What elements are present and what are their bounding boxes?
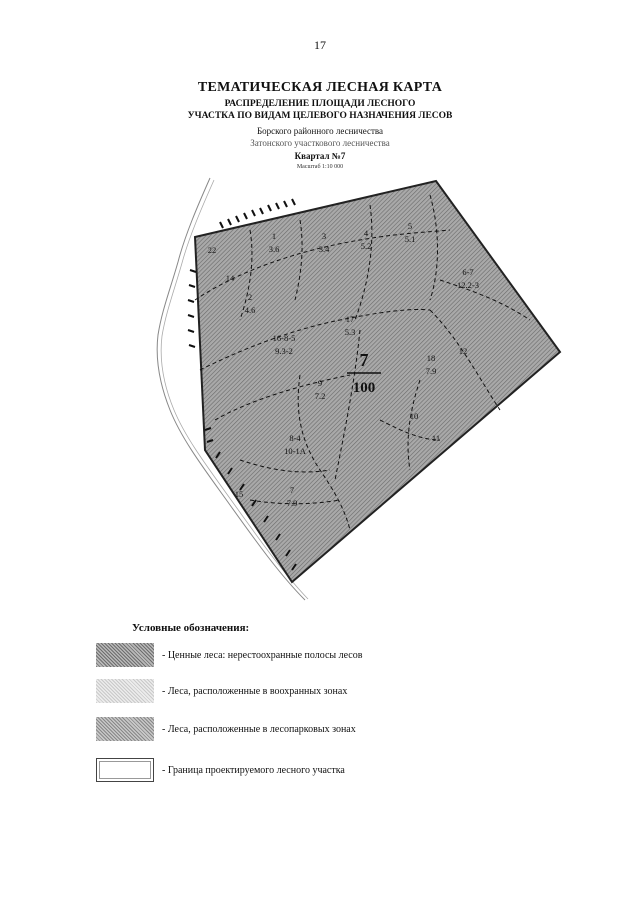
- plot-8-4-area: 10-1А: [284, 446, 306, 456]
- legend-text-water-protection: - Леса, расположенные в воохранных зонах: [162, 685, 348, 697]
- plot-3-num: 3: [321, 231, 327, 241]
- legend-text-boundary: - Граница проектируемого лесного участка: [162, 764, 345, 776]
- plot-16-8-5-num: 16-8-5: [272, 333, 296, 343]
- map-title: ТЕМАТИЧЕСКАЯ ЛЕСНАЯ КАРТА: [197, 80, 443, 95]
- legend-swatch-boundary: [96, 758, 154, 782]
- plot-12-label: 12: [458, 346, 468, 356]
- plot-10-label: 10: [409, 411, 419, 421]
- legend-item-boundary: [96, 757, 345, 783]
- plot-6-7-num: 6-7: [462, 267, 474, 277]
- plot-22-label: 22: [207, 245, 217, 255]
- quarter-7-polygon: [195, 181, 560, 582]
- plot-7-area: 7.9: [286, 498, 298, 508]
- plot-6-7-area: 12.2-3: [457, 280, 479, 290]
- plot-18-num: 18: [426, 353, 436, 363]
- plot-9-area: 7.2: [314, 391, 326, 401]
- plot-4-num: 4: [363, 228, 369, 238]
- plot-11-label: 11: [431, 433, 441, 443]
- map-subtitle-line-1: РАСПРЕДЕЛЕНИЕ ПЛОЩАДИ ЛЕСНОГО: [224, 99, 416, 109]
- plot-2-num: 2: [247, 292, 253, 302]
- page-number: 17: [314, 38, 326, 52]
- legend-item-park-zone: [96, 716, 356, 742]
- plot-5-num: 5: [407, 221, 413, 231]
- plot-17-num: 17: [345, 314, 355, 324]
- plot-16-8-5-area: 9.3-2: [275, 346, 293, 356]
- plot-7-num: 7: [289, 485, 295, 495]
- plot-2-area: 4.6: [244, 305, 256, 315]
- plot-15-label: 15: [234, 489, 244, 499]
- legend-text-spawning: - Ценные леса: нерестоохранные полосы лесов: [162, 649, 363, 661]
- legend-item-spawning: [96, 642, 362, 668]
- plot-18-area: 7.9: [425, 366, 437, 376]
- plot-4-area: 5.2: [360, 241, 372, 251]
- plot-14-label: 14: [225, 273, 235, 283]
- plot-5-area: 5.1: [404, 234, 416, 244]
- quarter-area: 100: [352, 380, 376, 396]
- district-name: Затонского участкового лесничества: [250, 138, 390, 148]
- scale-label: Масштаб 1:10 000: [296, 164, 344, 170]
- legend-text-park-zone: - Леса, расположенные в лесопарковых зонах: [162, 723, 356, 735]
- plot-1-num: 1: [271, 231, 277, 241]
- plot-9-num: 9: [317, 378, 323, 388]
- map-subtitle-line-2: УЧАСТКА ПО ВИДАМ ЦЕЛЕВОГО НАЗНАЧЕНИЯ ЛЕСОВ: [187, 111, 453, 121]
- plot-17-area: 5.3: [344, 327, 356, 337]
- legend-item-water-protection: [96, 678, 347, 704]
- legend-swatch-spawning: [96, 643, 154, 667]
- forestry-name: Борского районного лесничества: [256, 126, 384, 136]
- legend-title: Условные обозначения:: [132, 622, 250, 634]
- plot-1-area: 3.6: [268, 244, 280, 254]
- legend-swatch-water-protection: [96, 679, 154, 703]
- plot-3-area: 3.4: [318, 244, 330, 254]
- quarter-label: Квартал №7: [294, 151, 346, 161]
- quarter-number: 7: [359, 350, 369, 370]
- legend-swatch-park-zone: [96, 717, 154, 741]
- plot-8-4-num: 8-4: [289, 433, 301, 443]
